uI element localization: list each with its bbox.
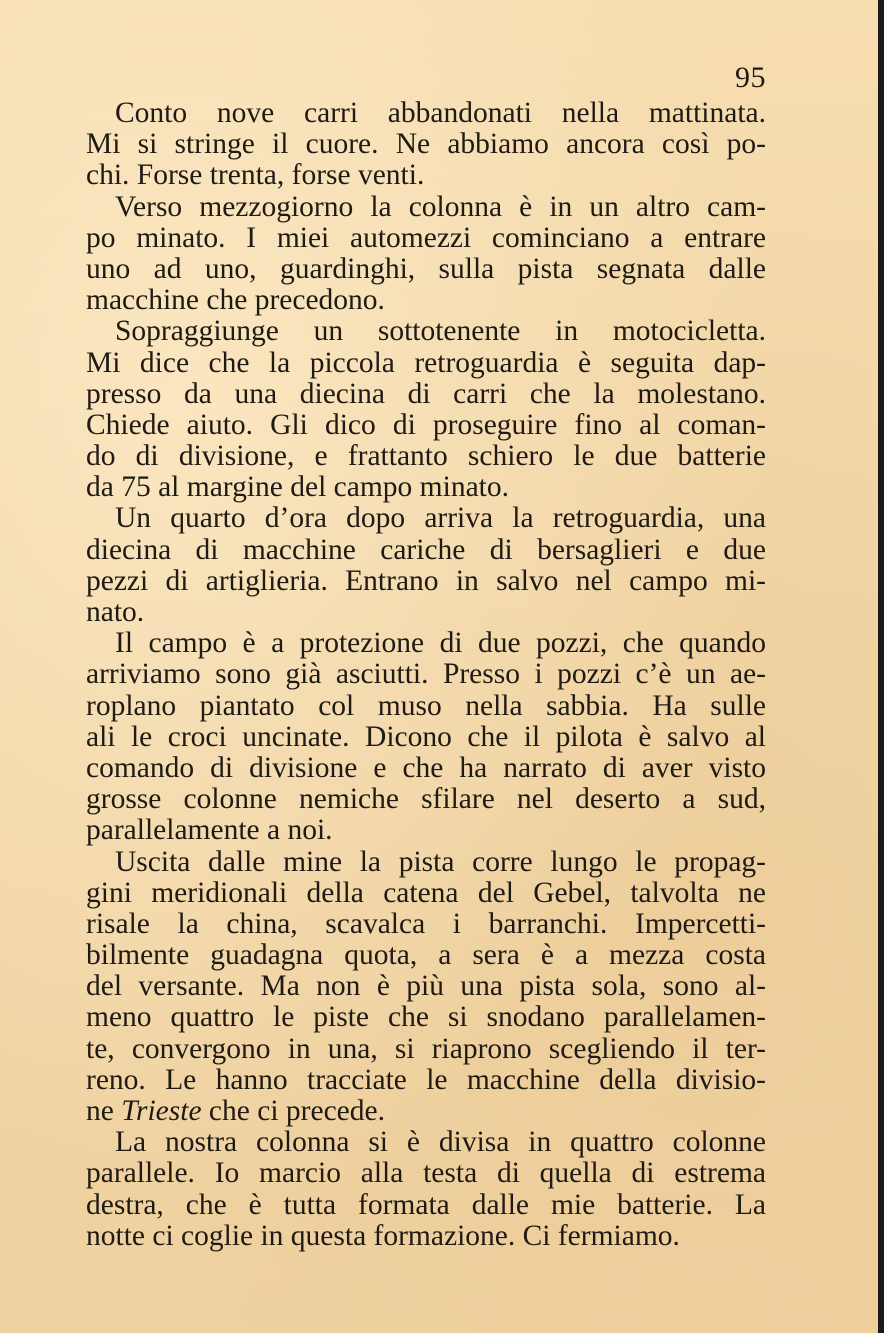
paragraph — [86, 192, 766, 317]
text-line: Chiede aiuto. Gli dico di proseguire fino al coman- — [86, 408, 766, 441]
text-line: Uscita dalle mine la pista corre lungo le propag- — [115, 845, 766, 878]
text-line: te, convergono in una, si riaprono scegliendo il ter- — [86, 1032, 766, 1065]
text-line: ali le croci uncinate. Dicono che il pilota è salvo al — [86, 720, 766, 753]
text-line: Mi si stringe il cuore. Ne abbiamo ancora così po- — [86, 128, 766, 161]
text-line: presso da una diecina di carri che la molestano. — [86, 377, 766, 410]
page-number: 95 — [735, 61, 766, 94]
paragraph — [86, 98, 766, 192]
text-line: del versante. Ma non è più una pista sola, sono al- — [86, 970, 766, 1003]
text-line: da 75 al margine del campo minato. — [86, 471, 509, 504]
text-line: gini meridionali della catena del Gebel, talvolta ne — [86, 876, 766, 909]
paragraph — [86, 628, 766, 846]
text-line: Sopraggiunge un sottotenente in motocicletta. — [115, 315, 766, 348]
text-line: Conto nove carri abbandonati nella mattinata. — [115, 97, 766, 129]
text-line: pezzi di artiglieria. Entrano in salvo nel campo mi- — [86, 564, 766, 597]
paragraph — [86, 1127, 766, 1252]
text-line: parallelamente a noi. — [86, 814, 333, 847]
text-line: Verso mezzogiorno la colonna è in un altro cam- — [115, 190, 766, 223]
text-line: arriviamo sono già asciutti. Presso i pozzi c’è un ae- — [86, 658, 766, 691]
text-line: po minato. I miei automezzi cominciano a entrare — [86, 221, 766, 254]
text-fragment: che ci precede. — [201, 1095, 385, 1127]
paragraph — [86, 847, 766, 1128]
italic-title: Trieste — [121, 1095, 202, 1127]
paragraph — [86, 503, 766, 628]
text-line: uno ad uno, guardinghi, sulla pista segnata dalle — [86, 252, 766, 285]
text-line: parallele. Io marcio alla testa di quella di estrema — [86, 1157, 766, 1190]
page-edge-shadow — [878, 0, 884, 1333]
text-line: Mi dice che la piccola retroguardia è seguita dap- — [86, 346, 766, 379]
text-line: La nostra colonna si è divisa in quattro colonne — [115, 1126, 766, 1159]
text-line: comando di divisione e che ha narrato di aver visto — [86, 751, 766, 784]
text-line: nato. — [86, 596, 145, 628]
text-line: risale la china, scavalca i barranchi. Impercetti- — [86, 907, 766, 940]
text-line: destra, che è tutta formata dalle mie batterie. La — [86, 1188, 766, 1221]
text-line: Un quarto d’ora dopo arriva la retroguardia, una — [115, 502, 766, 535]
text-line: bilmente guadagna quota, a sera è a mezza costa — [86, 939, 766, 972]
text-line: macchine che precedono. — [86, 284, 385, 317]
text-line: diecina di macchine cariche di bersaglieri e due — [86, 533, 766, 566]
text-fragment: ne — [86, 1095, 122, 1127]
text-line: notte ci coglie in questa formazione. Ci fermiamo. — [86, 1219, 680, 1252]
text-line-with-italic — [86, 1096, 766, 1127]
text-line: meno quattro le piste che si snodano parallelamen- — [86, 1001, 766, 1034]
text-line: roplano piantato col muso nella sabbia. Ha sulle — [86, 689, 766, 722]
body-text — [86, 98, 766, 1252]
text-line: do di divisione, e frattanto schiero le due batterie — [86, 440, 766, 473]
text-line: reno. Le hanno tracciate le macchine della divisio- — [86, 1063, 766, 1096]
paragraph — [86, 316, 766, 503]
text-line: grosse colonne nemiche sfilare nel deserto a sud, — [86, 783, 766, 816]
text-line: chi. Forse trenta, forse venti. — [86, 159, 425, 192]
text-line: Il campo è a protezione di due pozzi, che quando — [115, 627, 766, 660]
